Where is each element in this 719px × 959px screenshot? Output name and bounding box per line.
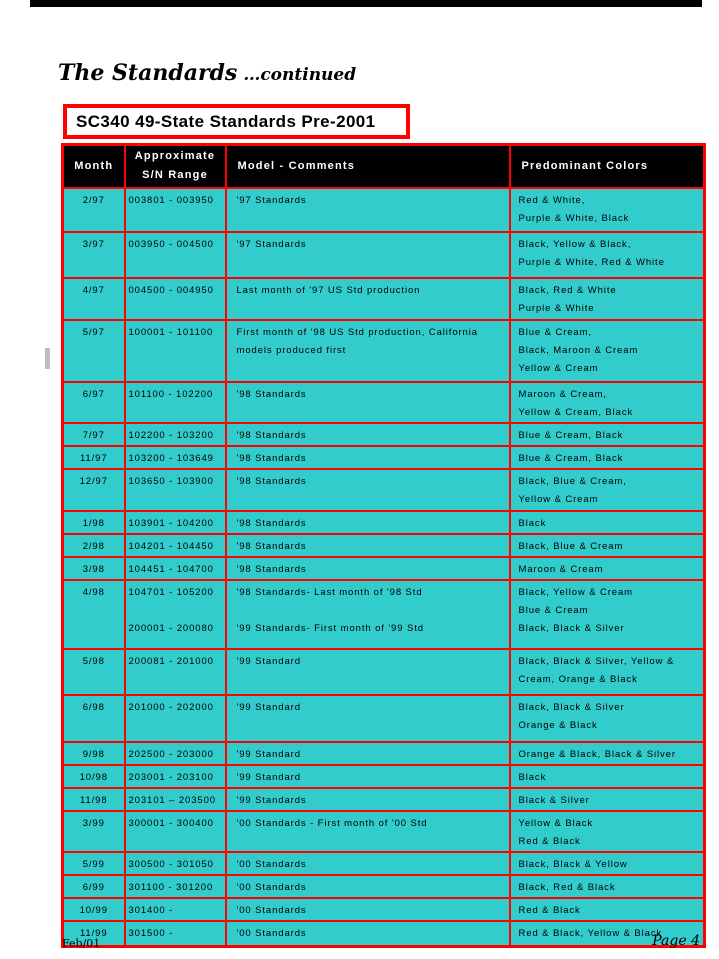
cell-line: 1/98	[82, 517, 105, 529]
model-comments-cell	[226, 469, 510, 511]
cell-line: 11/97	[79, 452, 108, 464]
month-cell	[63, 875, 125, 898]
month-cell	[63, 765, 125, 788]
cell-line: 200001 - 200080	[128, 622, 214, 634]
cell-line: 203001 - 203100	[128, 771, 214, 783]
cell-line: 301100 - 301200	[128, 881, 214, 893]
table-row	[63, 811, 705, 852]
cell-line: 4/97	[82, 284, 105, 296]
sn-range-cell	[125, 875, 226, 898]
cell-line	[237, 602, 509, 620]
cell-line: 4/98	[82, 586, 105, 598]
table-row	[63, 511, 705, 534]
footer-date: Feb/01	[62, 937, 101, 950]
cell-line: 300001 - 300400	[128, 817, 214, 829]
cell-line: 11/99	[79, 927, 108, 939]
cell-line: Purple & White, Red & White	[518, 256, 665, 268]
cell-line: 9/98	[82, 748, 105, 760]
sn-range-cell	[125, 232, 226, 278]
cell-line: '99 Standard	[236, 655, 301, 667]
cell-line: Black, Black & Silver, Yellow &	[518, 655, 675, 667]
cell-line: Black	[518, 517, 547, 529]
table-row	[63, 852, 705, 875]
month-cell	[63, 788, 125, 811]
cell-line: '97 Standards	[236, 238, 307, 250]
cell-line: Maroon & Cream	[518, 563, 604, 575]
sn-range-cell	[125, 580, 226, 649]
cell-line: '98 Standards	[236, 388, 307, 400]
cell-line: '99 Standards- First month of '99 Std	[236, 622, 424, 634]
sn-range-cell	[125, 423, 226, 446]
sn-range-cell	[125, 511, 226, 534]
colors-cell	[510, 695, 705, 742]
cell-line: 7/97	[82, 429, 105, 441]
cell-line: Maroon & Cream,	[518, 388, 607, 400]
sn-range-cell	[125, 469, 226, 511]
sn-range-cell	[125, 695, 226, 742]
cell-line: '00 Standards	[236, 858, 307, 870]
sn-range-cell	[125, 765, 226, 788]
cell-line: 300500 - 301050	[128, 858, 214, 870]
cell-line: Last month of '97 US Std production	[236, 284, 421, 296]
table-row	[63, 649, 705, 695]
table-row	[63, 469, 705, 511]
cell-line: '99 Standard	[236, 771, 301, 783]
cell-line: Blue & Cream, Black	[518, 429, 624, 441]
cell-line: Purple & White, Black	[518, 212, 630, 224]
model-comments-cell	[226, 320, 510, 382]
cell-line: Orange & Black, Black & Silver	[518, 748, 676, 760]
header-sn-line2: S/N Range	[142, 169, 208, 182]
sn-range-cell	[125, 649, 226, 695]
table-header-row	[63, 145, 705, 188]
cell-line: Blue & Cream, Black	[518, 452, 624, 464]
colors-cell	[510, 649, 705, 695]
cell-line: 003950 - 004500	[128, 238, 214, 250]
cell-line: Yellow & Cream	[518, 362, 599, 374]
cell-line: Red & Black, Yellow & Black	[518, 927, 663, 939]
cell-line: 103650 - 103900	[128, 475, 214, 487]
header-sn-line1: Approximate	[134, 150, 216, 163]
cell-line: Blue & Cream,	[518, 326, 592, 338]
cell-line: 004500 - 004950	[128, 284, 214, 296]
cell-line: Black, Black & Silver	[518, 622, 625, 634]
colors-cell	[510, 469, 705, 511]
cell-line: '98 Standards- Last month of '98 Std	[236, 586, 423, 598]
colors-cell	[510, 557, 705, 580]
cell-line: Black, Yellow & Cream	[518, 586, 633, 598]
table-row	[63, 232, 705, 278]
model-comments-cell	[226, 898, 510, 921]
model-comments-cell	[226, 852, 510, 875]
table-row	[63, 695, 705, 742]
cell-line: 104201 - 104450	[128, 540, 214, 552]
cell-line: 102200 - 103200	[128, 429, 214, 441]
month-cell	[63, 232, 125, 278]
model-comments-cell	[226, 511, 510, 534]
cell-line: Orange & Black	[518, 719, 598, 731]
cell-line: Black, Red & White	[518, 284, 617, 296]
colors-cell	[510, 534, 705, 557]
table-row	[63, 742, 705, 765]
cell-line: models produced first	[236, 344, 347, 356]
colors-cell	[510, 382, 705, 423]
cell-line: Yellow & Black	[518, 817, 594, 829]
table-row	[63, 320, 705, 382]
month-cell	[63, 811, 125, 852]
cell-line: Black	[518, 771, 547, 783]
cell-line: '98 Standards	[236, 475, 307, 487]
month-cell	[63, 557, 125, 580]
sn-range-cell	[125, 742, 226, 765]
cell-line: Purple & White	[518, 302, 595, 314]
cell-line: '00 Standards - First month of '00 Std	[236, 817, 428, 829]
cell-line: 100001 - 101100	[128, 326, 214, 338]
scan-smudge-mark	[45, 348, 50, 369]
model-comments-cell	[226, 446, 510, 469]
month-cell	[63, 278, 125, 320]
sn-range-cell	[125, 382, 226, 423]
cell-line: '00 Standards	[236, 904, 307, 916]
sn-range-cell	[125, 788, 226, 811]
cell-line: 201000 - 202000	[128, 701, 214, 713]
colors-cell	[510, 852, 705, 875]
cell-line: 10/99	[79, 904, 108, 916]
cell-line: Black, Black & Silver	[518, 701, 625, 713]
model-comments-cell	[226, 811, 510, 852]
model-comments-cell	[226, 580, 510, 649]
header-sn-range	[125, 145, 226, 188]
cell-line: Yellow & Cream	[518, 493, 599, 505]
month-cell	[63, 320, 125, 382]
sn-range-cell	[125, 188, 226, 232]
cell-line: 3/99	[82, 817, 105, 829]
cell-line: '99 Standard	[236, 748, 301, 760]
table-row	[63, 423, 705, 446]
colors-cell	[510, 765, 705, 788]
colors-cell	[510, 188, 705, 232]
sn-range-cell	[125, 320, 226, 382]
cell-line: '98 Standards	[236, 517, 307, 529]
model-comments-cell	[226, 278, 510, 320]
sn-range-cell	[125, 921, 226, 947]
colors-cell	[510, 898, 705, 921]
cell-line: 5/97	[82, 326, 105, 338]
colors-cell	[510, 446, 705, 469]
model-comments-cell	[226, 423, 510, 446]
cell-line: Yellow & Cream, Black	[518, 406, 634, 418]
cell-line: 10/98	[79, 771, 108, 783]
table-body	[63, 188, 705, 947]
sn-range-cell	[125, 278, 226, 320]
cell-line: 6/99	[82, 881, 105, 893]
month-cell	[63, 511, 125, 534]
colors-cell	[510, 580, 705, 649]
table-row	[63, 875, 705, 898]
cell-line: Black, Blue & Cream,	[518, 475, 627, 487]
cell-line: 101100 - 102200	[128, 388, 214, 400]
model-comments-cell	[226, 382, 510, 423]
cell-line: 6/97	[82, 388, 105, 400]
cell-line: 2/97	[82, 194, 105, 206]
cell-line: Red & White,	[518, 194, 586, 206]
model-comments-cell	[226, 649, 510, 695]
cell-line: 3/98	[82, 563, 105, 575]
section-title-box	[63, 104, 410, 139]
table-row	[63, 382, 705, 423]
cell-line: 200081 - 201000	[128, 655, 214, 667]
model-comments-cell	[226, 534, 510, 557]
cell-line: First month of '98 US Std production, California	[236, 326, 478, 338]
footer-page-number: Page 4	[652, 933, 700, 949]
cell-line: '99 Standard	[236, 701, 301, 713]
table-row	[63, 921, 705, 947]
cell-line: '98 Standards	[236, 452, 307, 464]
cell-line: Red & Black	[518, 835, 581, 847]
cell-line: '97 Standards	[236, 194, 307, 206]
cell-line: 104701 - 105200	[128, 586, 214, 598]
colors-cell	[510, 320, 705, 382]
page-title-suffix: …continued	[243, 65, 357, 85]
month-cell	[63, 382, 125, 423]
sn-range-cell	[125, 852, 226, 875]
header-model-comments: Model - Comments	[226, 145, 510, 188]
table-row	[63, 898, 705, 921]
table-row	[63, 788, 705, 811]
table-row	[63, 278, 705, 320]
cell-line: 203101 – 203500	[128, 794, 216, 806]
month-cell	[63, 446, 125, 469]
cell-line: Black, Red & Black	[518, 881, 616, 893]
month-cell	[63, 423, 125, 446]
cell-line: 5/99	[82, 858, 105, 870]
month-cell	[63, 649, 125, 695]
cell-line: Black, Maroon & Cream	[518, 344, 639, 356]
month-cell	[63, 534, 125, 557]
month-cell	[63, 742, 125, 765]
cell-line: 2/98	[82, 540, 105, 552]
colors-cell	[510, 278, 705, 320]
header-predominant-colors: Predominant Colors	[510, 145, 705, 188]
cell-line: Black, Yellow & Black,	[518, 238, 632, 250]
model-comments-cell	[226, 188, 510, 232]
table-row	[63, 580, 705, 649]
cell-line: 301500 -	[128, 927, 174, 939]
table-row	[63, 534, 705, 557]
cell-line: Black, Black & Yellow	[518, 858, 628, 870]
sn-range-cell	[125, 557, 226, 580]
standards-table	[61, 143, 706, 948]
cell-line: 12/97	[79, 475, 108, 487]
month-cell	[63, 188, 125, 232]
colors-cell	[510, 742, 705, 765]
month-cell	[63, 469, 125, 511]
cell-line: 103200 - 103649	[128, 452, 214, 464]
month-cell	[63, 580, 125, 649]
sn-range-cell	[125, 446, 226, 469]
cell-line: '98 Standards	[236, 540, 307, 552]
cell-line: 5/98	[82, 655, 105, 667]
model-comments-cell	[226, 921, 510, 947]
table-row	[63, 765, 705, 788]
colors-cell	[510, 811, 705, 852]
cell-line: Blue & Cream	[518, 604, 589, 616]
table-row	[63, 446, 705, 469]
model-comments-cell	[226, 695, 510, 742]
colors-cell	[510, 423, 705, 446]
colors-cell	[510, 788, 705, 811]
sn-range-cell	[125, 534, 226, 557]
sn-range-cell	[125, 811, 226, 852]
model-comments-cell	[226, 742, 510, 765]
cell-line: Cream, Orange & Black	[518, 673, 638, 685]
cell-line: 202500 - 203000	[128, 748, 214, 760]
model-comments-cell	[226, 557, 510, 580]
cell-line: 003801 - 003950	[128, 194, 214, 206]
cell-line: Red & Black	[518, 904, 581, 916]
cell-line: 104451 - 104700	[128, 563, 214, 575]
table-row	[63, 188, 705, 232]
cell-line: '99 Standards	[236, 794, 307, 806]
model-comments-cell	[226, 788, 510, 811]
cell-line: '00 Standards	[236, 927, 307, 939]
colors-cell	[510, 511, 705, 534]
colors-cell	[510, 232, 705, 278]
header-month: Month	[63, 145, 125, 188]
cell-line: '98 Standards	[236, 429, 307, 441]
month-cell	[63, 852, 125, 875]
month-cell	[63, 898, 125, 921]
page-title-main: The Standards	[58, 60, 238, 86]
cell-line: Black & Silver	[518, 794, 590, 806]
page-title	[58, 60, 356, 86]
month-cell	[63, 695, 125, 742]
colors-cell	[510, 875, 705, 898]
cell-line: 6/98	[82, 701, 105, 713]
table-row	[63, 557, 705, 580]
scan-artifact-bar	[30, 0, 702, 7]
cell-line: 3/97	[82, 238, 105, 250]
cell-line: 103901 - 104200	[128, 517, 214, 529]
cell-line: '00 Standards	[236, 881, 307, 893]
cell-line: Black, Blue & Cream	[518, 540, 624, 552]
cell-line	[129, 602, 225, 620]
cell-line: '98 Standards	[236, 563, 307, 575]
model-comments-cell	[226, 765, 510, 788]
section-title: SC340 49-State Standards Pre-2001	[76, 111, 376, 131]
sn-range-cell	[125, 898, 226, 921]
cell-line: 11/98	[79, 794, 108, 806]
cell-line: 301400 -	[128, 904, 174, 916]
model-comments-cell	[226, 875, 510, 898]
model-comments-cell	[226, 232, 510, 278]
